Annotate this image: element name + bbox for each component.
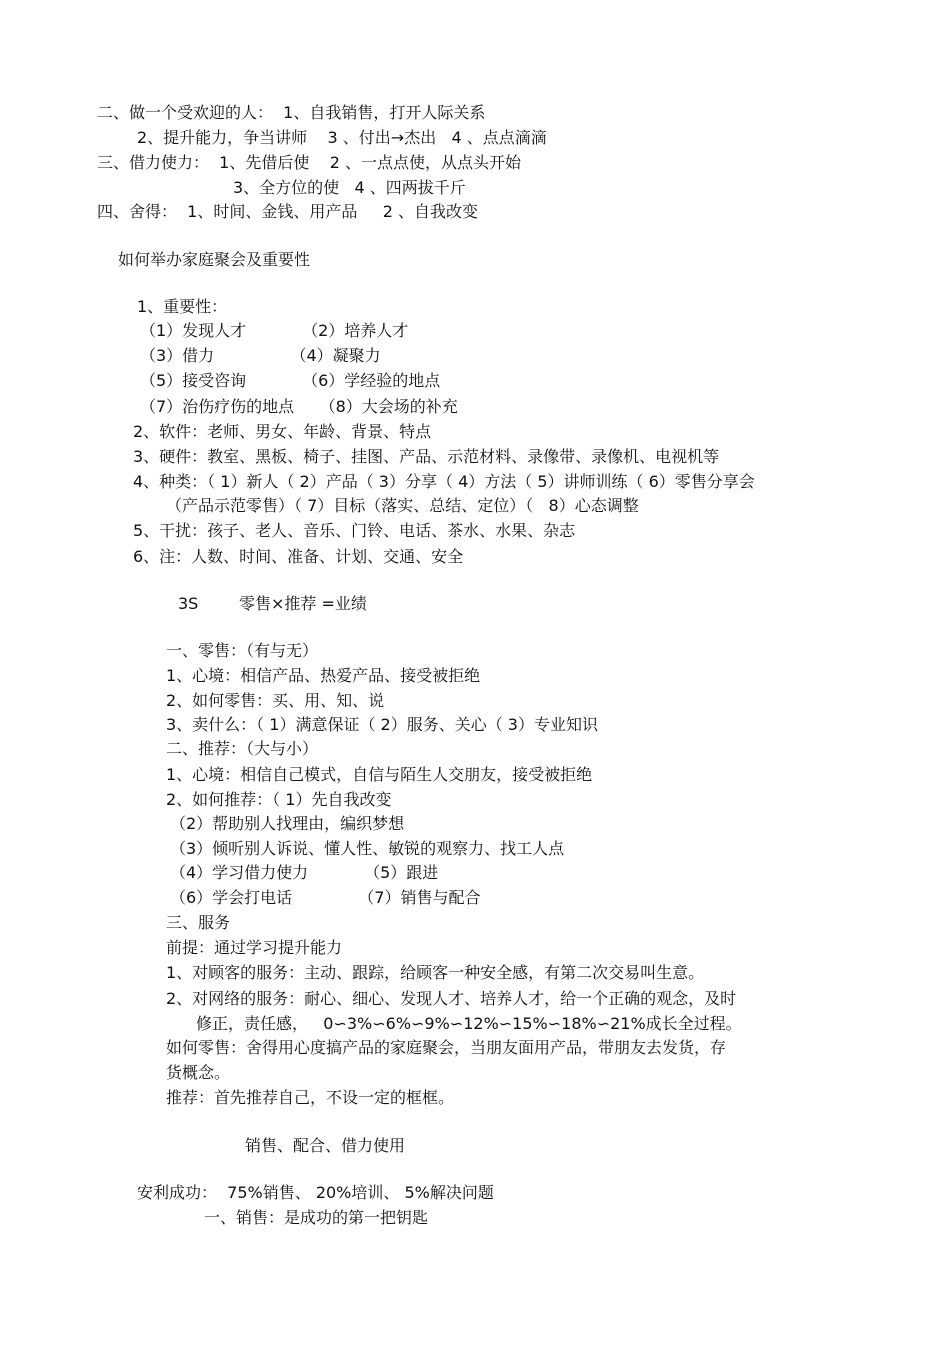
text-line: 1、重要性： [137, 297, 228, 316]
text-line: （3）借力 （4）凝聚力 [140, 346, 381, 365]
text-line: 前提：通过学习提升能力 [166, 938, 343, 957]
text-line: 2、提升能力，争当讲师 3 、付出→杰出 4 、点点滴滴 [137, 128, 547, 147]
text-line: 安利成功： 75%销售、 20%培训、 5%解决问题 [137, 1183, 494, 1202]
text-line: 5、干扰：孩子、老人、音乐、门铃、电话、茶水、水果、杂志 [133, 521, 576, 540]
text-line: （3）倾听别人诉说、懂人性、敏锐的观察力、找工人点 [170, 839, 565, 858]
text-line: 如何零售：舍得用心度搞产品的家庭聚会，当朋友面用产品，带朋友去发货，存 [166, 1038, 727, 1057]
text-line: （1）发现人才 （2）培养人才 [140, 321, 409, 340]
text-line: （5）接受咨询 （6）学经验的地点 [140, 371, 441, 390]
text-line: 3、硬件：教室、黑板、椅子、挂图、产品、示范材料、录像带、录像机、电视机等 [133, 447, 720, 466]
text-line: 四、舍得： 1、时间、金钱、用产品 2 、自我改变 [97, 202, 479, 221]
text-line: 修正，责任感， 0∽3%∽6%∽9%∽12%∽15%∽18%∽21%成长全过程。 [196, 1014, 742, 1033]
text-line: （2）帮助别人找理由，编织梦想 [170, 814, 405, 833]
text-line: 二、推荐：（大与小） [166, 739, 319, 758]
text-line: 4、种类：（ 1）新人（ 2）产品（ 3）分享（ 4）方法（ 5）讲师训练（ 6）零售分享会 [133, 472, 755, 491]
text-line: 3、卖什么：（ 1）满意保证（ 2）服务、关心（ 3）专业知识 [166, 715, 598, 734]
section-heading: 销售、配合、借力使用 [245, 1136, 406, 1155]
text-line: 三、借力使力： 1、先借后使 2 、一点点使，从点头开始 [97, 153, 521, 172]
text-line: （6）学会打电话 （7）销售与配合 [170, 888, 481, 907]
text-line: 货概念。 [166, 1063, 231, 1082]
text-line: 3、全方位的使 4 、四两拔千斤 [233, 178, 466, 197]
text-line: 三、服务 [166, 913, 231, 932]
text-line: 2、软件：老师、男女、年龄、背景、特点 [133, 422, 432, 441]
text-line: 一、零售：（有与无） [166, 641, 319, 660]
text-line: 二、做一个受欢迎的人： 1、自我销售，打开人际关系 [97, 103, 486, 122]
section-heading: 如何举办家庭聚会及重要性 [118, 250, 311, 269]
text-line: 一、销售：是成功的第一把钥匙 [204, 1208, 429, 1227]
text-line: 2、对网络的服务：耐心、细心、发现人才、培养人才，给一个正确的观念，及时 [166, 989, 737, 1008]
text-line: 2、如何零售：买、用、知、说 [166, 691, 385, 710]
text-line: 1、心境：相信自己模式，自信与陌生人交朋友，接受被拒绝 [166, 765, 593, 784]
text-line: （产品示范零售）（ 7）目标（落实、总结、定位）（ 8）心态调整 [166, 496, 639, 515]
text-line: 1、对顾客的服务：主动、跟踪，给顾客一种安全感，有第二次交易叫生意。 [166, 963, 705, 982]
text-line: 1、心境：相信产品、热爱产品、接受被拒绝 [166, 666, 481, 685]
text-line: 6、注：人数、时间、准备、计划、交通、安全 [133, 547, 464, 566]
section-heading: 3S 零售×推荐 =业绩 [178, 594, 367, 613]
text-line: （4）学习借力使力 （5）跟进 [170, 863, 439, 882]
text-line: 2、如何推荐：（ 1）先自我改变 [166, 790, 392, 809]
text-line: （7）治伤疗伤的地点 （8）大会场的补充 [140, 397, 458, 416]
text-line: 推荐：首先推荐自己，不设一定的框框。 [166, 1088, 455, 1107]
